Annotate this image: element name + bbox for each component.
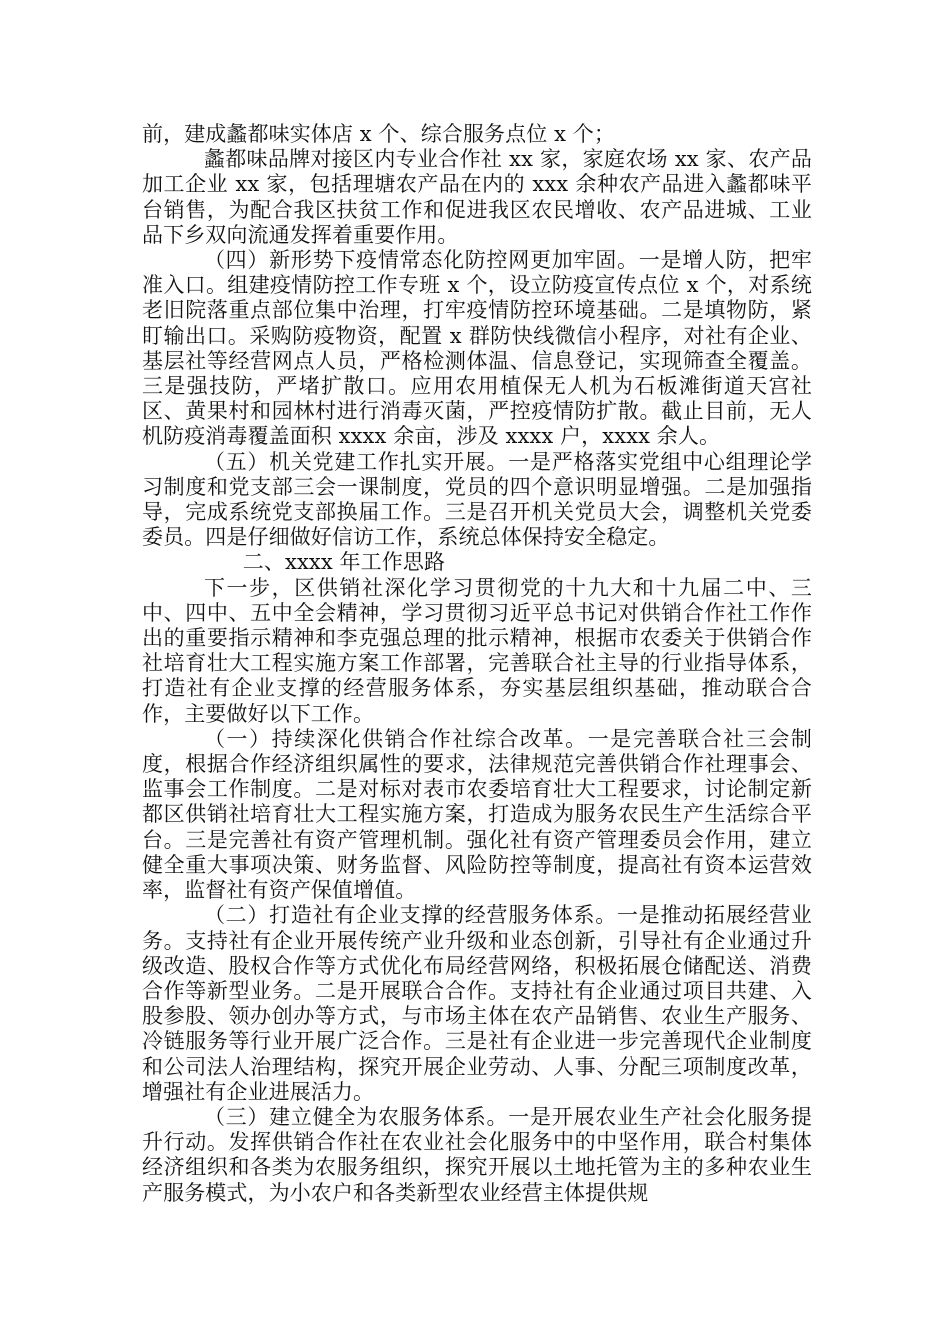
paragraph-reform: （一）持续深化供销合作社综合改革。一是完善联合社三会制度，根据合作经济组织属性的要求，法律规范完善供销合作社理事会、监事会工作制度。二是对标对表市农委培育壮大工程要求，讨论制定新都区供销社培育壮大工程实施方案，打造成为服务农民生产生活综合平台。三是完善社有资产管理机制。强化社有资产管理委员会作用，建立健全重大事项决策、财务监督、风险防控等制度，提高社有资本运营效率，监督社有资产保值增值。 bbox=[142, 726, 812, 903]
paragraph-continuation: 前，建成蠡都味实体店 x 个、综合服务点位 x 个； bbox=[142, 122, 615, 146]
paragraph-epidemic-prevention: （四）新形势下疫情常态化防控网更加牢固。一是增人防，把牢准入口。组建疫情防控工作专班 x 个，设立防疫宣传点位 x 个，对系统老旧院落重点部位集中治理，打牢疫情防控环境基础。二是填物防，紧盯输出口。采购防疫物资，配置 x 群防快线微信小程序，对社有企业、基层社等经营网点人员，严格检测体温、信息登记，实现筛查全覆盖。三是强技防，严堵扩散口。应用农用植保无人机为石板滩街道天宫社区、黄果村和园林村进行消毒灭菌，严控疫情防扩散。截止目前，无人机防疫消毒覆盖面积 xxxx 余亩，涉及 xxxx 户，xxxx 余人。 bbox=[142, 248, 812, 449]
paragraph-party-building: （五）机关党建工作扎实开展。一是严格落实党组中心组理论学习制度和党支部三会一课制度，党员的四个意识明显增强。二是加强指导，完成系统党支部换届工作。三是召开机关党员大会，调整机关党委委员。四是仔细做好信访工作，系统总体保持安全稳定。 bbox=[142, 449, 812, 550]
paragraph-enterprise-system: （二）打造社有企业支撑的经营服务体系。一是推动拓展经营业务。支持社有企业开展传统产业升级和业态创新，引导社有企业通过升级改造、股权合作等方式优化布局经营网络，积极拓展仓储配送、消费合作等新型业务。二是开展联合合作。支持社有企业通过项目共建、入股参股、领办创办等方式，与市场主体在农产品销售、农业生产服务、冷链服务等行业开展广泛合作。三是社有企业进一步完善现代企业制度和公司法人治理结构，探究开展企业劳动、人事、分配三项制度改革，增强社有企业进展活力。 bbox=[142, 903, 812, 1104]
section-heading-work-plan: 二、xxxx 年工作思路 bbox=[242, 550, 446, 575]
document-body bbox=[142, 122, 812, 1206]
paragraph-next-steps: 下一步，区供销社深化学习贯彻党的十九大和十九届二中、三中、四中、五中全会精神，学习贯彻习近平总书记对供销合作社工作作出的重要指示精神和李克强总理的批示精神，根据市农委关于供销合作社培育壮大工程实施方案工作部署，完善联合社主导的行业指导体系，打造社有企业支撑的经营服务体系，夯实基层组织基础，推动联合合作，主要做好以下工作。 bbox=[142, 575, 812, 726]
paragraph-brand-docking: 蠡都味品牌对接区内专业合作社 xx 家，家庭农场 xx 家、农产品加工企业 xx 家，包括理塘农产品在内的 xxx 余种农产品进入蠡都味平台销售，为配合我区扶贫工作和促进我区农民增收、农产品进城、工业品下乡双向流通发挥着重要作用。 bbox=[142, 147, 812, 247]
paragraph-service-system: （三）建立健全为农服务体系。一是开展农业生产社会化服务提升行动。发挥供销合作社在农业社会化服务中的中坚作用，联合村集体经济组织和各类为农服务组织，探究开展以土地托管为主的多种农业生产服务模式，为小农户和各类新型农业经营主体提供规 bbox=[142, 1104, 812, 1205]
